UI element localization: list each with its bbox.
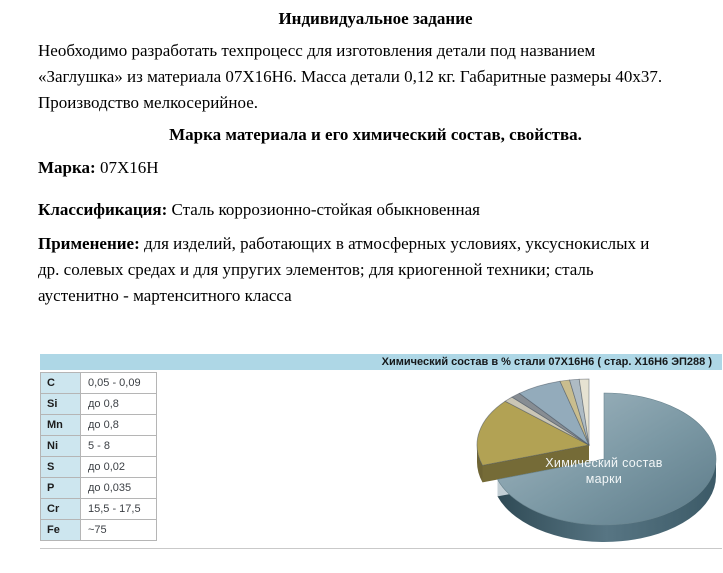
composition-row bbox=[41, 436, 157, 457]
page-title: Индивидуальное задание bbox=[278, 9, 473, 28]
field-klassifikaciya-label: Классификация: bbox=[38, 200, 168, 219]
chemical-composition-panel bbox=[40, 352, 722, 549]
element-cell: S bbox=[41, 457, 81, 478]
field-primenenie bbox=[38, 231, 668, 309]
value-cell: до 0,02 bbox=[81, 457, 157, 478]
composition-row bbox=[41, 478, 157, 499]
element-cell: Si bbox=[41, 394, 81, 415]
composition-row bbox=[41, 415, 157, 436]
field-primenenie-value: для изделий, работающих в атмосферных условиях, уксуснокислых и др. солевых средах и для упругих элементов; для криогенной техники; сталь аустенитно - мартенситного класса bbox=[38, 234, 650, 305]
section-heading: Марка материала и его химический состав, свойства. bbox=[169, 125, 582, 144]
element-cell: Mn bbox=[41, 415, 81, 436]
composition-table bbox=[40, 372, 157, 541]
field-klassifikaciya bbox=[38, 197, 668, 223]
field-klassifikaciya-value: Сталь коррозионно-стойкая обыкновенная bbox=[171, 200, 480, 219]
composition-row bbox=[41, 499, 157, 520]
field-marka-value: 07Х16Н bbox=[99, 158, 159, 177]
value-cell: ~75 bbox=[81, 520, 157, 541]
element-cell: Fe bbox=[41, 520, 81, 541]
composition-row bbox=[41, 394, 157, 415]
intro-paragraph: Необходимо разработать техпроцесс для изготовления детали под названием «Заглушка» из материала 07Х16Н6. Масса детали 0,12 кг. Габаритные размеры 40x37. Производство мелкосерийное. bbox=[38, 41, 663, 112]
composition-row bbox=[41, 373, 157, 394]
value-cell: 15,5 - 17,5 bbox=[81, 499, 157, 520]
pie-chart bbox=[460, 370, 722, 548]
composition-row bbox=[41, 457, 157, 478]
value-cell: до 0,8 bbox=[81, 394, 157, 415]
pie-center-label: Химический состав марки bbox=[545, 456, 663, 486]
value-cell: 5 - 8 bbox=[81, 436, 157, 457]
field-marka-label: Марка: bbox=[38, 158, 96, 177]
element-cell: Cr bbox=[41, 499, 81, 520]
field-primenenie-label: Применение: bbox=[38, 234, 140, 253]
value-cell: 0,05 - 0,09 bbox=[81, 373, 157, 394]
chart-title-bar: Химический состав в % стали 07Х16Н6 ( стар. Х16Н6 ЭП288 ) bbox=[40, 354, 722, 370]
value-cell: до 0,8 bbox=[81, 415, 157, 436]
composition-row bbox=[41, 520, 157, 541]
pie-chart-canvas bbox=[460, 370, 722, 548]
element-cell: P bbox=[41, 478, 81, 499]
element-cell: C bbox=[41, 373, 81, 394]
field-marka bbox=[38, 155, 668, 181]
element-cell: Ni bbox=[41, 436, 81, 457]
value-cell: до 0,035 bbox=[81, 478, 157, 499]
